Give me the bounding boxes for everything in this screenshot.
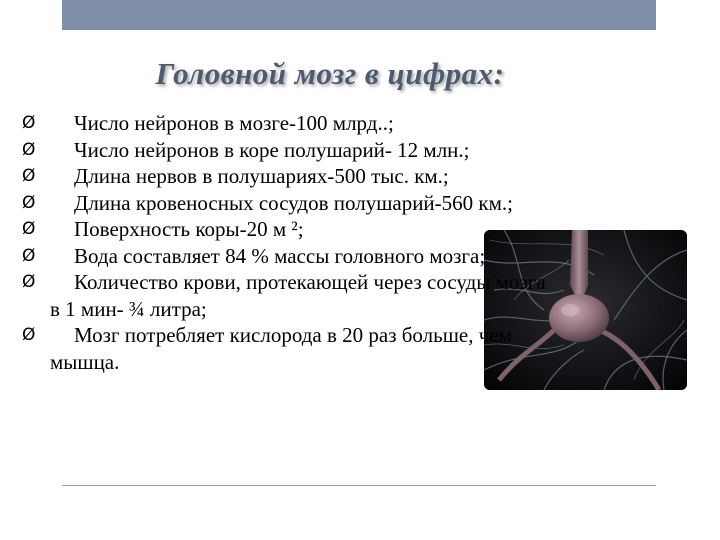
list-item: Ø Количество крови, протекающей через сосуды мозга в 1 мин- ¾ литра; xyxy=(22,270,546,321)
arrow-bullet-icon: Ø xyxy=(22,272,36,292)
list-item: Ø Поверхность коры-20 м ²; xyxy=(22,217,304,241)
arrow-bullet-icon: Ø xyxy=(22,219,36,239)
arrow-bullet-icon: Ø xyxy=(22,113,36,133)
top-accent-bar xyxy=(62,0,656,30)
list-item: Ø Вода составляет 84 % массы головного мозга; xyxy=(22,243,486,268)
arrow-bullet-icon: Ø xyxy=(22,139,36,160)
list-item: Ø Длина нервов в полушариях-500 тыс. км.; xyxy=(22,164,449,188)
slide-title: Головной мозг в цифрах: xyxy=(155,56,505,91)
arrow-bullet-icon: Ø xyxy=(22,245,36,266)
arrow-bullet-icon: Ø xyxy=(22,192,36,213)
arrow-bullet-icon: Ø xyxy=(22,325,36,345)
facts-list xyxy=(22,110,552,375)
list-item: Ø Мозг потребляет кислорода в 20 раз больше, чем мышца. xyxy=(22,323,512,374)
bottom-divider xyxy=(62,485,656,486)
arrow-bullet-icon: Ø xyxy=(22,166,36,186)
list-item: Ø Число нейронов в мозге-100 млрд..; xyxy=(22,111,394,135)
list-item: Ø Длина кровеносных сосудов полушарий-560 км.; xyxy=(22,190,513,215)
list-item: Ø Число нейронов в коре полушарий- 12 млн.; xyxy=(22,137,470,162)
